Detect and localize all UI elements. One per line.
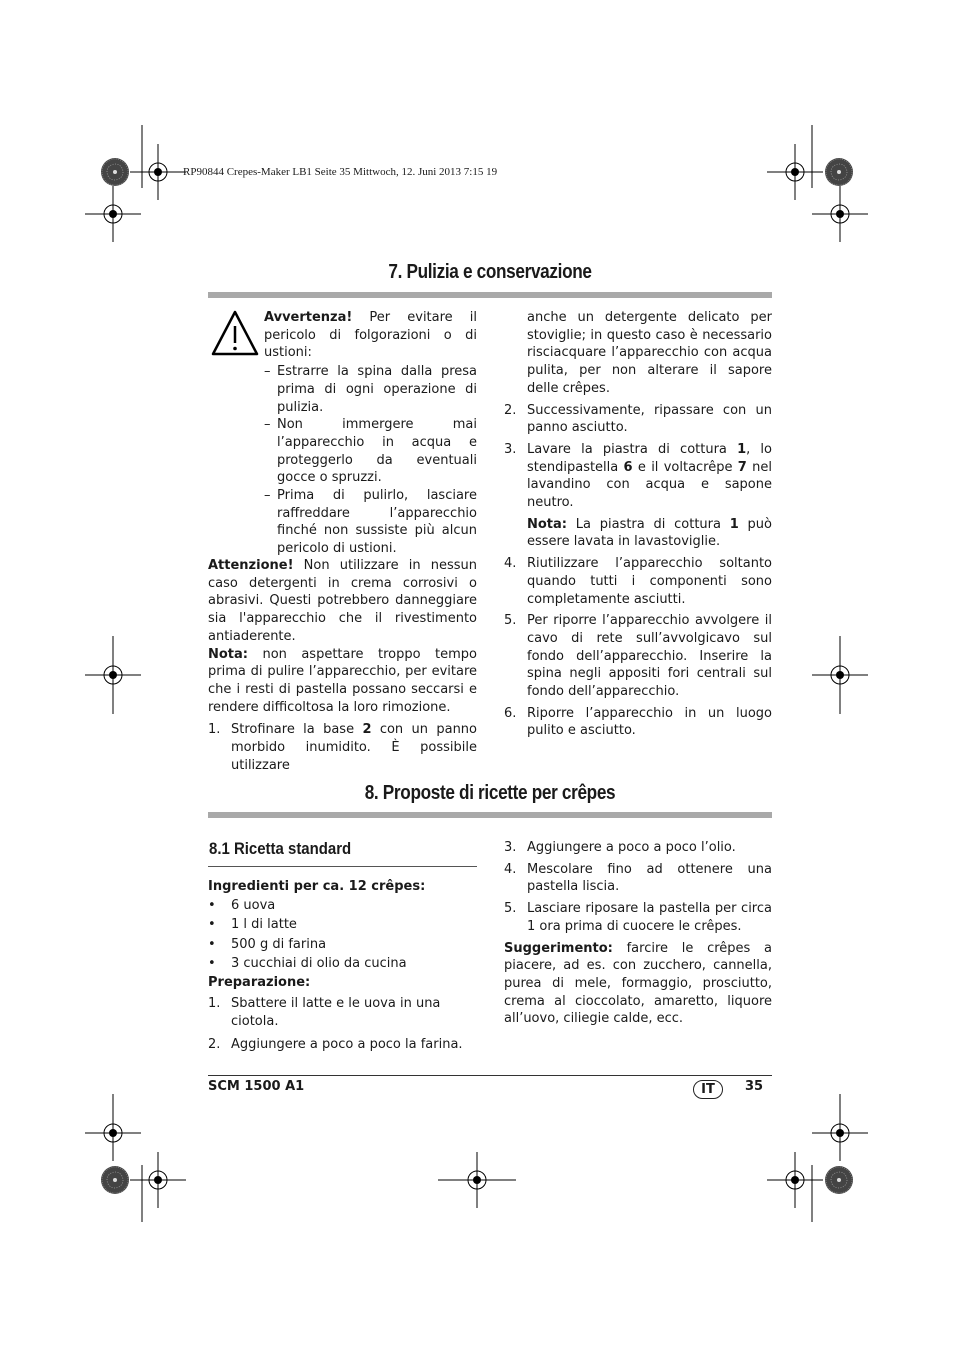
step-3-note: Nota: La piastra di cottura 1 può essere lavata in lavastoviglie. [527,516,773,550]
warning-item: – Non immergere mai l’apparecchio in acqua e proteggerlo da eventuali gocce o spruzzi. [264,417,477,486]
step-6: 6. Riporre l’apparecchio in un luogo pulito e asciutto. [504,705,772,739]
attention-paragraph: Attenzione! Non utilizzare in nessun caso detergenti in crema corrosivi o abrasivi. Questi potrebbero danneggiare sia l'apparecchio che il rivestimento antiaderente. [208,558,477,644]
section7-rule [208,292,772,298]
step-5: 5. Per riporre l’apparecchio avvolgere il cavo di rete sull’avvolgicavo sul fondo dell’apparecchio. Inserire la spina negli appositi fori centrali sul fondo dell’apparecchio. [504,613,772,700]
footer-rule [208,1075,772,1076]
prep-step-5: 5. Lasciare riposare la pastella per circa 1 ora prima di cuocere le crêpes. [504,901,772,934]
right-column-8 [504,839,772,1028]
section8-title: 8. Proposte di ricette per crêpes [364,782,616,804]
step-1: 1. Strofinare la base 2 con un panno morbido inumidito. È possibile utilizzare [208,722,477,773]
step-2: 2. Successivamente, ripassare con un panno asciutto. [504,402,772,436]
language-badge: IT [693,1080,723,1099]
warning-label: Avvertenza! [264,310,353,325]
ingredient-item: • 3 cucchiai di olio da cucina [208,956,407,972]
footer-model: SCM 1500 A1 [208,1079,305,1094]
tip-paragraph: Suggerimento: farcire le crêpes a piacere, ad es. con zucchero, cannella, purea di mele, formaggio, prosciutto, crema al cioccolato, amaretto, liquore all’uovo, ciliegie calde, ecc. [504,940,772,1027]
section7-title: 7. Pulizia e conservazione [388,261,592,283]
ingredients-title: Ingredienti per ca. 12 crêpes: [208,879,426,894]
step-1-continued: anche un detergente delicato per stoviglie; in questo caso è necessario risciacquare l’apparecchio con acqua pulita, per non alterare il sapore delle crêpes. [527,310,772,396]
ingredient-item: • 500 g di farina [208,936,327,952]
left-column-8 [208,878,477,1054]
subsection-rule [208,866,477,867]
page-number: 35 [745,1079,764,1094]
warning-item: – Prima di pulirlo, lasciare raffreddare l’apparecchio finché non sussiste più alcun pericolo di ustioni. [264,488,477,557]
left-column-7 [208,557,477,774]
warning-block [264,309,477,558]
warning-text: Per evitare il pericolo di folgorazioni o di ustioni: [264,310,477,361]
prep-title: Preparazione: [208,974,311,990]
print-slug: RP90844 Crepes-Maker LB1 Seite 35 Mittwoch, 12. Juni 2013 7:15 19 [183,166,498,178]
ingredient-item: • 6 uova [208,897,276,913]
ingredient-item: • 1 l di latte [208,917,297,933]
warning-item: – Estrarre la spina dalla presa prima di ogni operazione di pulizia. [264,364,477,415]
subsection-title: 8.1 Ricetta standard [209,839,352,858]
prep-step-4: 4. Mescolare fino ad ottenere una pastella liscia. [504,861,772,895]
prep-step-1: 1. Sbattere il latte e le uova in una ciotola. [208,996,441,1030]
prep-step-3: 3. Aggiungere a poco a poco l’olio. [504,840,736,855]
note-paragraph: Nota: non aspettare troppo tempo prima di pulire l’apparecchio, per evitare che i resti di pastella possano seccarsi e rendere difficoltosa la loro rimozione. [208,646,477,715]
right-column-7 [504,309,772,740]
section8-rule [208,812,772,818]
warning-triangle-icon [210,309,260,357]
step-4: 4. Riutilizzare l’apparecchio soltanto quando tutti i componenti sono completamente asciutti. [504,556,772,607]
prep-step-2: 2. Aggiungere a poco a poco la farina. [208,1036,463,1052]
step-3: 3. Lavare la piastra di cottura 1, lo stendipastella 6 e il voltacrêpe 7 nel lavandino con acqua e sapone neutro. [504,441,772,511]
